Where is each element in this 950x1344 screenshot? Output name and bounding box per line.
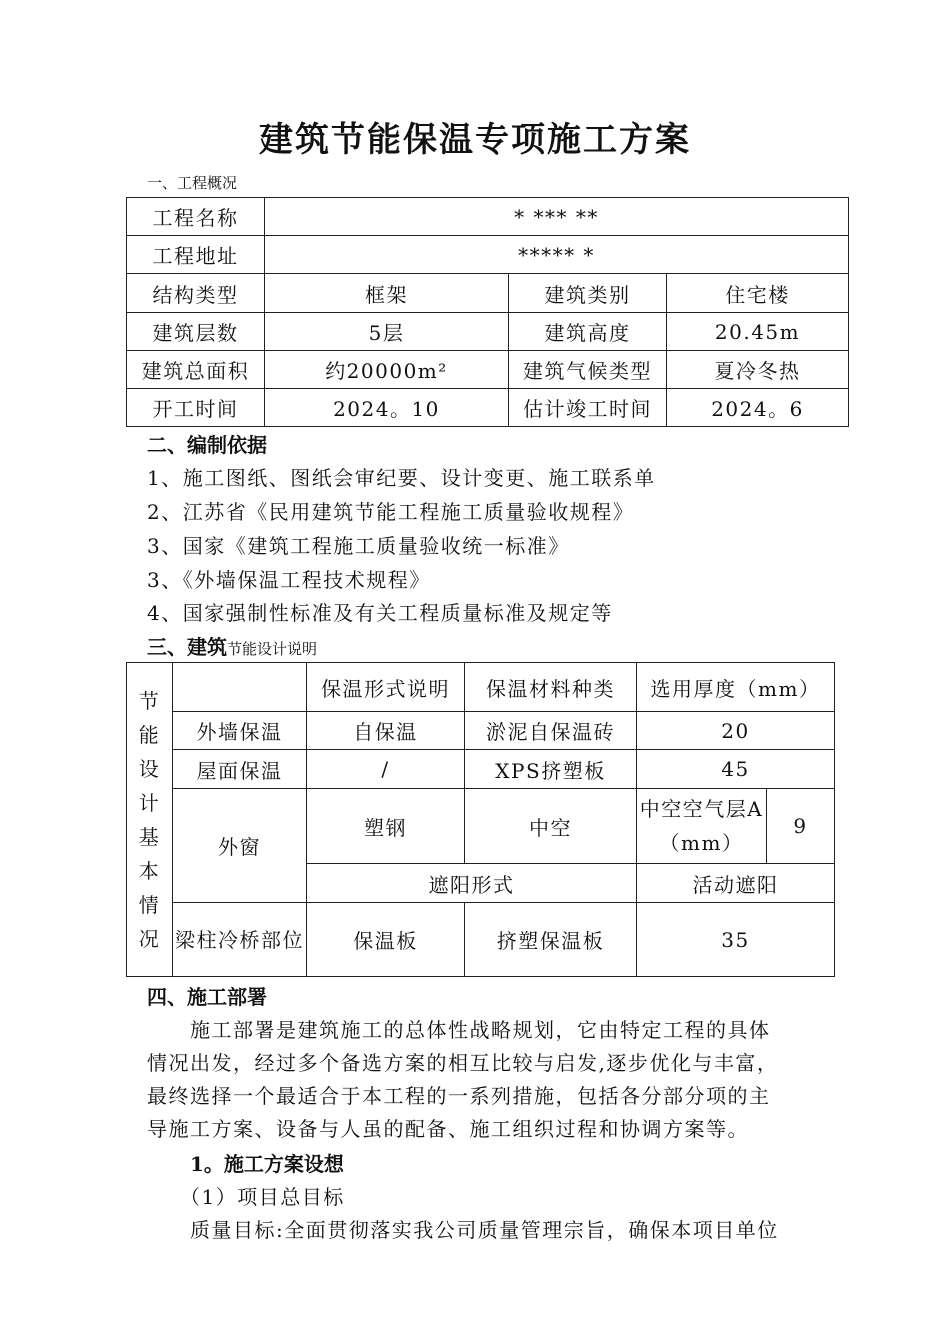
overview-table bbox=[126, 197, 849, 427]
energy-table bbox=[126, 662, 835, 977]
label-cell: 建筑总面积 bbox=[127, 351, 265, 389]
paragraph-line: 最终选择一个最适合于本工程的一系列措施，包括各分部分项的主 bbox=[147, 1084, 771, 1108]
value-cell: 5层 bbox=[265, 313, 509, 351]
value-cell: 35 bbox=[637, 903, 835, 977]
value-cell: 中空 bbox=[465, 789, 637, 864]
section-2-heading: 二、编制依据 bbox=[147, 433, 267, 457]
label-cell: 建筑高度 bbox=[509, 313, 667, 351]
subsection-item: （1）项目总目标 bbox=[180, 1185, 345, 1209]
label-cell: 建筑类别 bbox=[509, 274, 667, 313]
value-cell: XPS挤塑板 bbox=[465, 750, 637, 789]
row-label-cell: 外墙保温 bbox=[173, 712, 307, 750]
value-cell: 夏冷冬热 bbox=[667, 351, 849, 389]
header-cell: 选用厚度（mm） bbox=[637, 663, 835, 712]
shade-label-cell: 遮阳形式 bbox=[307, 864, 637, 903]
header-cell: 保温材料种类 bbox=[465, 663, 637, 712]
section-1-heading: 一、工程概况 bbox=[147, 174, 238, 192]
value-cell: 住宅楼 bbox=[667, 274, 849, 313]
row-label-cell: 梁柱冷桥部位 bbox=[173, 903, 307, 977]
section-3-rest: 节能设计说明 bbox=[227, 640, 318, 658]
label-cell: 工程名称 bbox=[127, 198, 265, 236]
label-cell: 建筑层数 bbox=[127, 313, 265, 351]
header-cell: 保温形式说明 bbox=[307, 663, 465, 712]
value-cell: / bbox=[307, 750, 465, 789]
subsection-heading: 1。施工方案设想 bbox=[190, 1152, 344, 1176]
value-cell: 20 bbox=[637, 712, 835, 750]
document-title: 建筑节能保温专项施工方案 bbox=[259, 120, 691, 160]
label-cell: 估计竣工时间 bbox=[509, 389, 667, 427]
value-cell: ***** * bbox=[265, 236, 849, 274]
paragraph-line: 施工部署是建筑施工的总体性战略规划，它由特定工程的具体 bbox=[190, 1018, 771, 1042]
basis-item: 1、施工图纸、图纸会审纪要、设计变更、施工联系单 bbox=[147, 466, 656, 490]
value-cell: 9 bbox=[767, 789, 835, 864]
air-layer-label-cell: 中空空气层A（mm） bbox=[637, 789, 767, 864]
basis-item: 4、国家强制性标准及有关工程质量标准及规定等 bbox=[147, 601, 613, 625]
paragraph-line: 质量目标:全面贯彻落实我公司质量管理宗旨，确保本项目单位 bbox=[190, 1218, 779, 1242]
side-label-cell bbox=[127, 663, 173, 977]
value-cell: 活动遮阳 bbox=[637, 864, 835, 903]
value-cell: 45 bbox=[637, 750, 835, 789]
value-cell: 约20000m² bbox=[265, 351, 509, 389]
value-cell: 保温板 bbox=[307, 903, 465, 977]
value-cell: 框架 bbox=[265, 274, 509, 313]
section-3-heading bbox=[147, 631, 317, 660]
basis-item: 3、国家《建筑工程施工质量验收统一标准》 bbox=[147, 534, 570, 558]
empty-header-cell bbox=[173, 663, 307, 712]
section-4-heading: 四、施工部署 bbox=[147, 985, 267, 1009]
label-cell: 结构类型 bbox=[127, 274, 265, 313]
paragraph-line: 导施工方案、设备与人虽的配备、施工组织过程和协调方案等。 bbox=[147, 1117, 749, 1141]
row-label-cell: 外窗 bbox=[173, 789, 307, 903]
value-cell: 淤泥自保温砖 bbox=[465, 712, 637, 750]
section-3-bold: 三、建筑 bbox=[147, 635, 227, 659]
value-cell: 2024。6 bbox=[667, 389, 849, 427]
value-cell: 挤塑保温板 bbox=[465, 903, 637, 977]
basis-item: 2、江苏省《民用建筑节能工程施工质量验收规程》 bbox=[147, 500, 635, 524]
value-cell: * *** ** bbox=[265, 198, 849, 236]
basis-item: 3、《外墙保温工程技术规程》 bbox=[147, 568, 431, 592]
paragraph-line: 情况出发，经过多个备选方案的相互比较与启发,逐步优化与丰富， bbox=[147, 1051, 779, 1075]
label-cell: 工程地址 bbox=[127, 236, 265, 274]
label-cell: 建筑气候类型 bbox=[509, 351, 667, 389]
side-label: 节能设计基本情况 bbox=[138, 688, 161, 951]
value-cell: 自保温 bbox=[307, 712, 465, 750]
value-cell: 2024。10 bbox=[265, 389, 509, 427]
value-cell: 20.45m bbox=[667, 313, 849, 351]
value-cell: 塑钢 bbox=[307, 789, 465, 864]
label-cell: 开工时间 bbox=[127, 389, 265, 427]
row-label-cell: 屋面保温 bbox=[173, 750, 307, 789]
